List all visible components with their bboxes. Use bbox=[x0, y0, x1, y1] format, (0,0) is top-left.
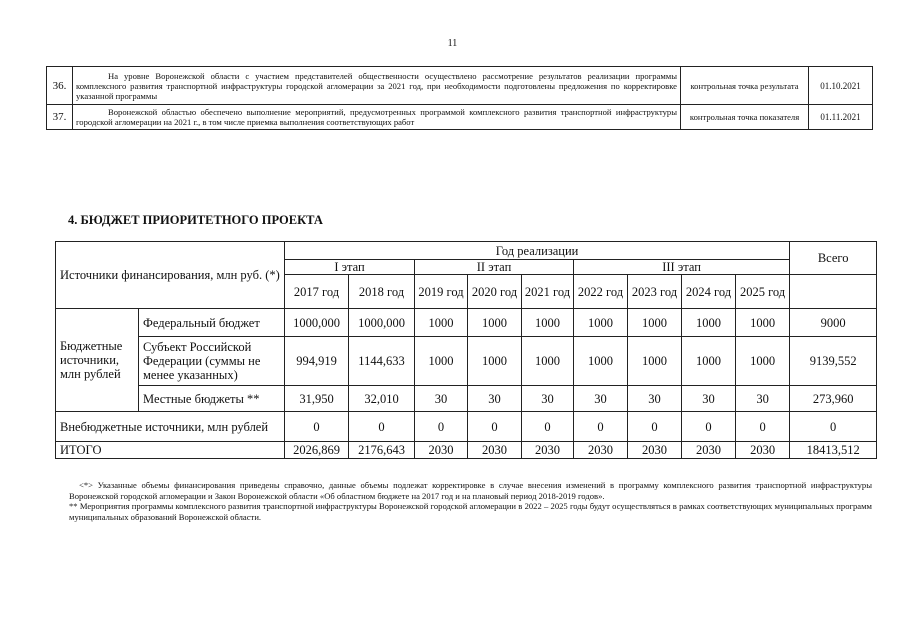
footnote: <*> Указанные объемы финансирования приведены справочно, данные объемы подлежат корректировке в случае внесения изменений в программу комплексного развития транспортной инфраструктуры Воронежской городской агломерации и Закон Воронежской области «Об областном бюджете на 2017 год и на плановый период 2018-2019 годов». bbox=[69, 480, 872, 501]
cell-value: 1000 bbox=[574, 337, 628, 386]
row-label: Внебюджетные источники, млн рублей bbox=[56, 412, 285, 442]
table-row bbox=[47, 105, 873, 130]
year-header: 2021 год bbox=[522, 275, 574, 309]
year-header: 2019 год bbox=[415, 275, 468, 309]
cell-value: 1000 bbox=[468, 337, 522, 386]
cell-value: 2030 bbox=[574, 442, 628, 459]
row-label: Местные бюджеты ** bbox=[139, 386, 285, 412]
table-row bbox=[56, 386, 877, 412]
task-number: 37. bbox=[47, 105, 73, 130]
budget-sources-label: Бюджетные источники, млн рублей bbox=[56, 309, 139, 412]
footnotes bbox=[69, 480, 872, 522]
cell-value: 0 bbox=[682, 412, 736, 442]
year-header: 2022 год bbox=[574, 275, 628, 309]
table-row bbox=[56, 412, 877, 442]
cell-value: 1000,000 bbox=[349, 309, 415, 337]
row-total: 273,960 bbox=[790, 386, 877, 412]
row-total: 18413,512 bbox=[790, 442, 877, 459]
cell-value: 1000 bbox=[415, 337, 468, 386]
row-total: 9139,552 bbox=[790, 337, 877, 386]
cell-value: 1000 bbox=[628, 309, 682, 337]
cell-value: 2030 bbox=[736, 442, 790, 459]
year-header: 2023 год bbox=[628, 275, 682, 309]
cell-value: 0 bbox=[285, 412, 349, 442]
cell-value: 32,010 bbox=[349, 386, 415, 412]
stage-3-header: III этап bbox=[574, 260, 790, 275]
cell-value: 1000 bbox=[736, 337, 790, 386]
task-date: 01.11.2021 bbox=[809, 105, 873, 130]
task-number: 36. bbox=[47, 67, 73, 105]
footnote: ** Мероприятия программы комплексного развития транспортной инфраструктуры Воронежской городской агломерации в 2022 – 2025 годы будут осуществляться в рамках соответствующих муниципальных программ муниципальных образований Воронежской области. bbox=[69, 501, 872, 522]
cell-value: 30 bbox=[468, 386, 522, 412]
year-group-header: Год реализации bbox=[285, 242, 790, 260]
cell-value: 1000 bbox=[468, 309, 522, 337]
row-total: 9000 bbox=[790, 309, 877, 337]
cell-value: 2030 bbox=[682, 442, 736, 459]
cell-value: 0 bbox=[349, 412, 415, 442]
cell-value: 30 bbox=[574, 386, 628, 412]
section-title: 4. БЮДЖЕТ ПРИОРИТЕТНОГО ПРОЕКТА bbox=[68, 213, 323, 227]
cell-value: 0 bbox=[736, 412, 790, 442]
cell-value: 30 bbox=[415, 386, 468, 412]
table-row bbox=[56, 442, 877, 459]
cell-value: 1000 bbox=[628, 337, 682, 386]
cell-value: 0 bbox=[574, 412, 628, 442]
total-header: Всего bbox=[790, 242, 877, 275]
cell-value: 1000 bbox=[522, 337, 574, 386]
cell-value: 0 bbox=[415, 412, 468, 442]
cell-value: 2176,643 bbox=[349, 442, 415, 459]
row-label: ИТОГО bbox=[56, 442, 285, 459]
page-number: 11 bbox=[447, 38, 458, 49]
task-type: контрольная точка показателя bbox=[681, 105, 809, 130]
cell-value: 30 bbox=[522, 386, 574, 412]
task-type: контрольная точка результата bbox=[681, 67, 809, 105]
cell-value: 30 bbox=[682, 386, 736, 412]
cell-value: 2030 bbox=[468, 442, 522, 459]
table-row bbox=[56, 309, 877, 337]
cell-value: 30 bbox=[628, 386, 682, 412]
cell-value: 0 bbox=[628, 412, 682, 442]
cell-value: 1000 bbox=[736, 309, 790, 337]
cell-value: 0 bbox=[522, 412, 574, 442]
cell-value: 994,919 bbox=[285, 337, 349, 386]
table-row bbox=[47, 67, 873, 105]
cell-value: 1000 bbox=[522, 309, 574, 337]
total-header-spacer bbox=[790, 275, 877, 309]
year-header: 2018 год bbox=[349, 275, 415, 309]
year-header: 2020 год bbox=[468, 275, 522, 309]
cell-value: 2030 bbox=[628, 442, 682, 459]
year-header: 2025 год bbox=[736, 275, 790, 309]
cell-value: 2030 bbox=[522, 442, 574, 459]
row-label: Субъект Российской Федерации (суммы не менее указанных) bbox=[139, 337, 285, 386]
task-description: Воронежской областью обеспечено выполнение мероприятий, предусмотренных программой комплексного развития транспортной инфраструктуры городской агломерации на 2021 г., в том числе приемка выполнения соответствующих работ bbox=[73, 105, 681, 130]
cell-value: 1000 bbox=[682, 337, 736, 386]
cell-value: 0 bbox=[468, 412, 522, 442]
cell-value: 1000 bbox=[574, 309, 628, 337]
cell-value: 1000,000 bbox=[285, 309, 349, 337]
cell-value: 30 bbox=[736, 386, 790, 412]
sources-header: Источники финансирования, млн руб. (*) bbox=[56, 242, 285, 309]
cell-value: 1144,633 bbox=[349, 337, 415, 386]
year-header: 2024 год bbox=[682, 275, 736, 309]
row-label: Федеральный бюджет bbox=[139, 309, 285, 337]
budget-table bbox=[55, 241, 877, 459]
cell-value: 1000 bbox=[682, 309, 736, 337]
cell-value: 2030 bbox=[415, 442, 468, 459]
stage-2-header: II этап bbox=[415, 260, 574, 275]
control-points-table bbox=[46, 66, 873, 130]
year-header: 2017 год bbox=[285, 275, 349, 309]
cell-value: 1000 bbox=[415, 309, 468, 337]
cell-value: 2026,869 bbox=[285, 442, 349, 459]
stage-1-header: I этап bbox=[285, 260, 415, 275]
task-date: 01.10.2021 bbox=[809, 67, 873, 105]
row-total: 0 bbox=[790, 412, 877, 442]
task-description: На уровне Воронежской области с участием представителей общественности осуществлено рассмотрение результатов реализации программы комплексного развития транспортной инфраструктуры городской агломерации за 2021 год, при необходимости подготовлены предложения по корректировке указанной программы bbox=[73, 67, 681, 105]
table-row bbox=[56, 337, 877, 386]
cell-value: 31,950 bbox=[285, 386, 349, 412]
